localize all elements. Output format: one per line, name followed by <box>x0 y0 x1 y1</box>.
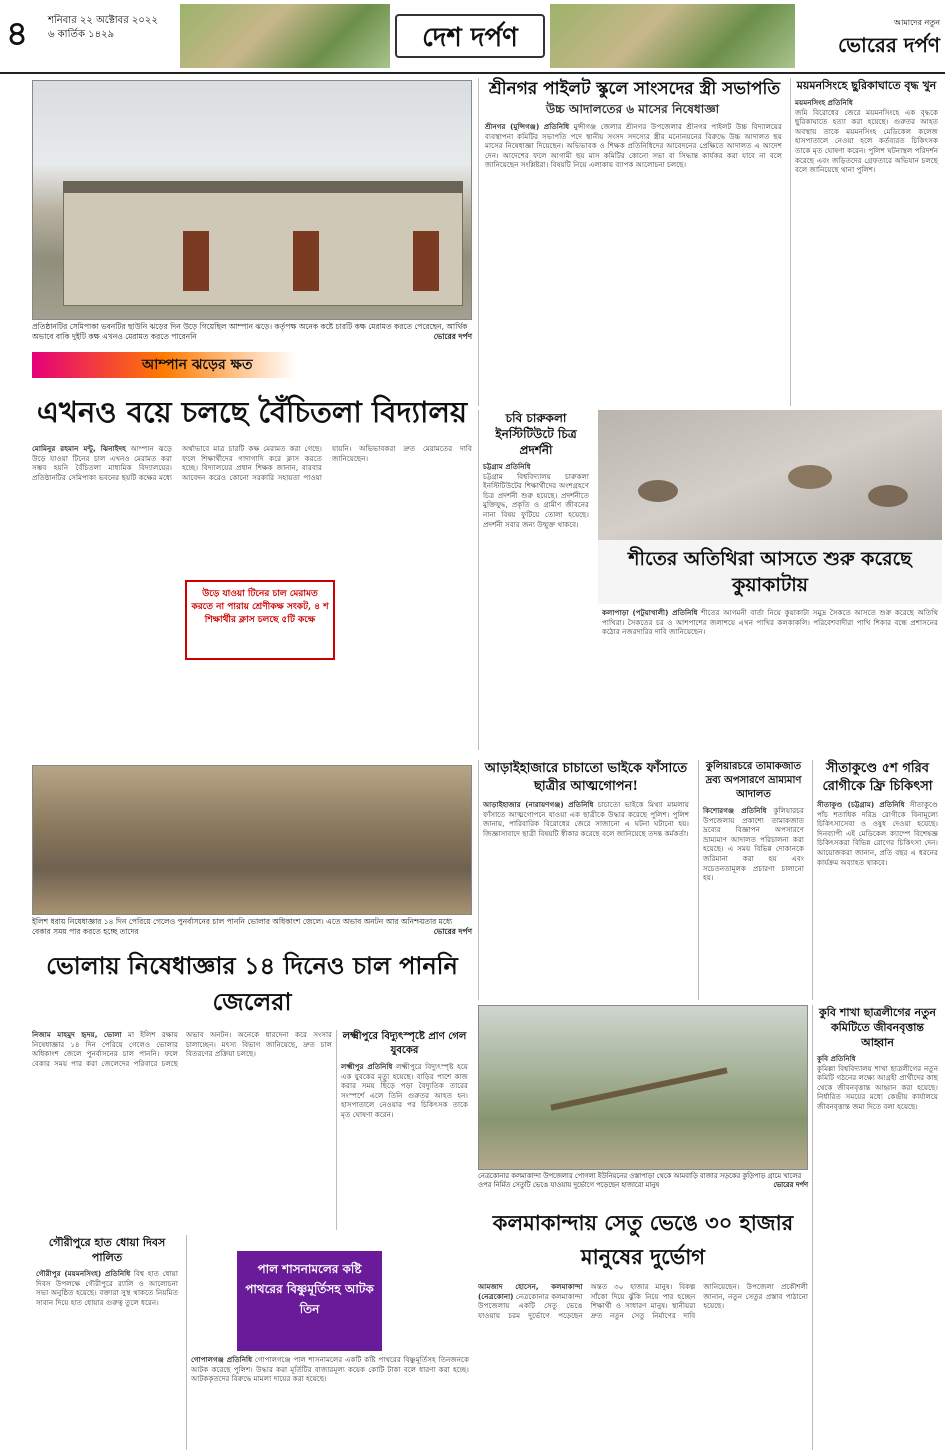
date-gregorian: শনিবার ২২ অক্টোবর ২০২২ <box>48 15 158 26</box>
bird-shape <box>788 465 832 489</box>
story-lakshmipur <box>336 1030 472 1230</box>
headline: সীতাকুণ্ডে ৫শ গরিব রোগীকে ফ্রি চিকিৎসা <box>822 761 933 794</box>
story-body: শ্রীনগর (মুন্সিগঞ্জ) প্রতিনিধি মুন্সীগঞ্জ জেলার শ্রীনগর উপজেলার শ্রীনগর পাইলট উচ্চ বিদ্যালয়ের ব্যবস্থাপনা কমিটির সভাপতি পদে স্থানীয় সংসদ সদস্যের স্ত্রীর মনোনয়নের বিরুদ্ধে উচ্চ আদালত ছয় মাসের নিষেধাজ্ঞা দিয়েছেন। অভিভাবক ও শিক্ষক প্রতিনিধিদের আবেদনের প্রেক্ষিতে আদালত এ আদেশ দেন। আদেশের ফলে আগামী ছয় মাস কমিটির কোনো সভা বা সিদ্ধান্ত কার্যকর করা যাবে না বলে জানিয়েছেন সংশ্লিষ্টরা। বিষয়টি নিয়ে এলাকায় ব্যাপক আলোচনা চলছে। <box>485 122 782 170</box>
fishermen-photo <box>32 765 472 915</box>
photo-caption: নেত্রকোনার কলমাকান্দা উপজেলার পোগলা ইউনিয়নের ওস্তাপাড়া থেকে আমবাড়ি বাজার সড়কের কুড়িপাড় গ্রামে খালের ওপর নির্মিত সেতুটি ভেঙে যাওয়ায় দুর্ভোগে পড়েছেন হাজারো মানুষ ভোরের দর্পণ <box>478 1172 808 1189</box>
kicker: আম্পান ঝড়ের ক্ষত <box>142 357 253 373</box>
story-sitakunda <box>812 760 942 1000</box>
kicker-bar <box>32 352 472 378</box>
photo-credit: ভোরের দর্পণ <box>433 927 472 936</box>
paper-logo <box>800 12 940 56</box>
byline: সীতাকুণ্ড (চট্টগ্রাম) প্রতিনিধি <box>817 800 905 809</box>
story-body: গৌরীপুর (ময়মনসিংহ) প্রতিনিধি বিশ্ব হাত ধোয়া দিবস উপলক্ষে গৌরীপুরে র‌্যালি ও আলোচনা সভা অনুষ্ঠিত হয়েছে। বক্তারা সুস্থ থাকতে নিয়মিত সাবান দিয়ে হাত ধোয়ার গুরুত্ব তুলে ধরেন। <box>36 1269 178 1307</box>
byline: কিশোরগঞ্জ প্রতিনিধি <box>703 806 767 815</box>
door-shape <box>183 231 209 291</box>
story-gopalganj <box>186 1235 472 1450</box>
story-body: কলাপাড়া (পটুয়াখালী) প্রতিনিধি শীতের আগমনী বার্তা নিয়ে কুয়াকাটা সমুদ্র সৈকতে আসতে শুরু করেছে অতিথি পাখিরা। সৈকতের চর ও আশপাশের জলাশয়ে এখন পাখির কলকাকলি। পরিবেশবাদীরা পাখি শিকার বন্ধে প্রশাসনের কঠোর নজরদারির দাবি জানিয়েছেন। <box>602 608 939 637</box>
story-body: কুবি প্রতিনিধি কুমিল্লা বিশ্ববিদ্যালয় শাখা ছাত্রলীগের নতুন কমিটি গঠনের লক্ষ্যে আগ্রহী প্রার্থীদের কাছ থেকে জীবনবৃত্তান্ত আহ্বান করা হয়েছে। নির্ধারিত সময়ের মধ্যে কেন্দ্রীয় কার্যালয়ে জীবনবৃত্তান্ত জমা দিতে বলা হয়েছে। <box>817 1054 938 1111</box>
byline: আমজাদ হোসেন, কলমাকান্দা (নেত্রকোনা) <box>478 1282 583 1301</box>
subhead: উচ্চ আদালতের ৬ মাসের নিষেধাজ্ঞা <box>545 102 720 116</box>
section-title: দেশ দর্পণ <box>395 14 545 58</box>
headline: ময়মনসিংহে ছুরিকাঘাতে বৃদ্ধ খুন <box>796 79 937 92</box>
pull-quote: উড়ে যাওয়া টিনের চাল মেরামত করতে না পারায় শ্রেণীকক্ষ সংকট, ৪ শ শিক্ষার্থীর ক্লাস চলছে ৫টি কক্ষে <box>185 580 335 660</box>
story-body: চট্টগ্রাম প্রতিনিধি চট্টগ্রাম বিশ্ববিদ্যালয় চারুকলা ইনস্টিটিউটের শিক্ষার্থীদের অংশগ্রহণে চিত্র প্রদর্শনী শুরু হয়েছে। প্রদর্শনীতে মুক্তিযুদ্ধ, প্রকৃতি ও গ্রামীণ জীবনের নানা বিষয় ফুটিয়ে তোলা হয়েছে। প্রদর্শনী সবার জন্য উন্মুক্ত থাকবে। <box>483 462 589 529</box>
photo-credit: ভোরের দর্পণ <box>773 1181 808 1189</box>
broken-bridge-photo <box>478 1005 808 1170</box>
byline: গোপালগঞ্জ প্রতিনিধি <box>191 1355 253 1364</box>
story-art-exhibition <box>478 410 593 750</box>
headline: শ্রীনগর পাইলট স্কুলে সাংসদের স্ত্রী সভাপতি <box>488 79 781 99</box>
headline-kalmakanda: কলমাকান্দায় সেতু ভেঙে ৩০ হাজার মানুষের দুর্ভোগ <box>492 1210 794 1269</box>
date-bengali: ৬ কার্তিক ১৪২৯ <box>48 29 115 40</box>
story-mymensingh <box>790 78 942 406</box>
headline: চবি চারুকলা ইনস্টিটিউটে চিত্র প্রদর্শনী <box>495 411 577 457</box>
story-body: সীতাকুণ্ড (চট্টগ্রাম) প্রতিনিধি সীতাকুণ্ডে পাঁচ শতাধিক দরিদ্র রোগীকে বিনামূল্যে চিকিৎসাসেবা ও ওষুধ দেওয়া হয়েছে। দিনব্যাপী এই মেডিকেল ক্যাম্পে বিশেষজ্ঞ চিকিৎসকরা বিভিন্ন রোগের চিকিৎসা দেন। আয়োজকরা জানান, প্রতি বছর এ ধরনের কার্যক্রম অব্যাহত থাকবে। <box>817 800 938 867</box>
school-building-photo <box>32 80 472 320</box>
photo-caption: ইলিশ ধরায় নিষেধাজ্ঞার ১৪ দিন পেরিয়ে গেলেও পুনর্বাসনের চাল পাননি ভোলার অধিকাংশ জেলে। এতে অভাব অনটন আর অনিশ্চয়তার মধ্যে বেকার সময় পার করতে হচ্ছে তাদের ভোরের দর্পণ <box>32 917 472 936</box>
story-body: গোপালগঞ্জ প্রতিনিধি গোপালগঞ্জে পাল শাসনামলের একটি কষ্টি পাথরের বিষ্ণুমূর্তিসহ তিনজনকে আটক করেছে পুলিশ। উদ্ধার করা মূর্তিটির বাজারমূল্য কয়েক কোটি টাকা বলে ধারণা করা হচ্ছে। আটককৃতদের বিরুদ্ধে মামলা দায়ের করা হয়েছে। <box>191 1355 469 1384</box>
masthead-photo-strip-left <box>180 4 390 68</box>
headline: পাল শাসনামলের কষ্টি পাথরের বিষ্ণুমূর্তিসহ আটক তিন <box>237 1251 382 1351</box>
story-body: লক্ষ্মীপুর প্রতিনিধি লক্ষ্মীপুরে বিদ্যুৎস্পৃষ্ট হয়ে এক যুবকের মৃত্যু হয়েছে। বাড়ির পাশে কাজ করার সময় ছিঁড়ে পড়া বৈদ্যুতিক তারের সংস্পর্শে এলে তিনি গুরুতর আহত হন। হাসপাতালে নেওয়ার পর চিকিৎসক তাকে মৃত ঘোষণা করেন। <box>341 1062 468 1119</box>
masthead-photo-strip-right <box>550 4 795 68</box>
story-srinagar <box>478 78 786 406</box>
roof-shape <box>63 181 463 193</box>
byline: মোমিনুর রহমান মন্টু, ঝিনাইদহ <box>32 444 126 453</box>
photo-caption: প্রতিষ্ঠানটির সেমিপাকা ভবনটির ছাউনি ঝড়ের দিন উড়ে গিয়েছিল আম্পান ঝড়ে। কর্তৃপক্ষ অনেক কষ্টে চারটি কক্ষ মেরামত করতে পেরেছেন, আর্থিক অভাবে বাকি দুইটি কক্ষ এখনও মেরামত করতে পারেননি ভোরের দর্পণ <box>32 322 472 341</box>
story-cyclone-body: মোমিনুর রহমান মন্টু, ঝিনাইদহ আম্পান ঝড়ে উড়ে যাওয়া টিনের চাল এখনও মেরামত করা সম্ভব হয়নি বৈঁচিতলা মাধ্যমিক বিদ্যালয়ের। প্রতিষ্ঠানটির সেমিপাকা ভবনের ছয়টি কক্ষের মধ্যে অর্থাভাবে মাত্র চারটি কক্ষ মেরামত করা গেছে। ফলে শিক্ষার্থীদের গাদাগাদি করে ক্লাস করতে হচ্ছে। বিদ্যালয়ের প্রধান শিক্ষক জানান, বারবার আবেদন করেও কোনো সরকারি সহায়তা পাওয়া যায়নি। অভিভাবকরা দ্রুত মেরামতের দাবি জানিয়েছেন। <box>32 444 472 482</box>
building-shape <box>63 191 463 306</box>
byline: লক্ষ্মীপুর প্রতিনিধি <box>341 1062 393 1071</box>
bird-shape <box>868 485 908 507</box>
masthead <box>0 0 945 74</box>
byline: ময়মনসিংহ প্রতিনিধি <box>795 98 853 107</box>
story-cou-league <box>812 1005 942 1450</box>
page-number: ৪ <box>6 8 40 48</box>
story-body: ময়মনসিংহ প্রতিনিধি জমি বিরোধের জেরে ময়মনসিংহে এক বৃদ্ধকে ছুরিকাঘাতে হত্যা করা হয়েছে। গুরুতর আহত অবস্থায় তাকে ময়মনসিংহ মেডিকেল কলেজ হাসপাতালে নেওয়া হলে কর্তব্যরত চিকিৎসক তাকে মৃত ঘোষণা করেন। পুলিশ ঘটনাস্থল পরিদর্শন করেছে এবং জড়িতদের গ্রেফতারে অভিযান চলছে বলে জানিয়েছে থানা পুলিশ। <box>795 98 938 175</box>
paper-tagline: আমাদের নতুন <box>893 18 940 27</box>
byline: নিজাম মাহমুদ হৃদয়, ভোলা <box>32 1030 122 1039</box>
headline: শীতের অতিথিরা আসতে শুরু করেছে কুয়াকাটায় <box>598 540 942 604</box>
door-shape <box>293 231 319 291</box>
headline: আড়াইহাজারে চাচাতো ভাইকে ফাঁসাতে ছাত্রীর আত্মগোপন! <box>484 761 688 794</box>
story-kuakata <box>598 540 942 750</box>
story-araihazar <box>478 760 693 1000</box>
story-gouripur <box>32 1235 182 1450</box>
headline-bhola: ভোলায় নিষেধাজ্ঞার ১৪ দিনেও চাল পাননি জেলেরা <box>46 951 458 1016</box>
bird-shape <box>638 480 678 502</box>
headline: এখনও বয়ে চলছে বৈঁচিতলা বিদ্যালয় <box>36 395 468 429</box>
issue-date <box>48 14 158 42</box>
migratory-birds-photo <box>598 410 942 540</box>
headline: গৌরীপুরে হাত ধোয়া দিবস পালিত <box>48 1236 166 1264</box>
headline: কুলিয়ারচরে তামাকজাত দ্রব্য অপসারণে ভ্রাম্যমাণ আদালত <box>705 761 802 800</box>
byline: চট্টগ্রাম প্রতিনিধি <box>483 462 531 471</box>
byline: কুবি প্রতিনিধি <box>817 1054 856 1063</box>
story-kalmakanda-body: আমজাদ হোসেন, কলমাকান্দা (নেত্রকোনা) নেত্রকোনার কলমাকান্দা উপজেলায় একটি সেতু ভেঙে যাওয়ায় চরম দুর্ভোগে পড়েছেন অন্তত ৩০ হাজার মানুষ। বিকল্প সাঁকো দিয়ে ঝুঁকি নিয়ে পার হচ্ছেন শিক্ষার্থী ও সাধারণ মানুষ। স্থানীয়রা দ্রুত নতুন সেতু নির্মাণের দাবি জানিয়েছেন। উপজেলা প্রকৌশলী জানান, নতুন সেতুর প্রস্তাব পাঠানো হয়েছে। <box>478 1282 808 1320</box>
story-body: কিশোরগঞ্জ প্রতিনিধি কুলিয়ারচর উপজেলায় প্রকাশ্যে তামাকজাত দ্রব্যের বিজ্ঞাপন অপসারণে ভ্রাম্যমাণ আদালত পরিচালনা করা হয়েছে। এ সময় বিভিন্ন দোকানকে জরিমানা করা হয় এবং সচেতনতামূলক প্রচারণা চালানো হয়। <box>703 806 804 883</box>
paper-name: ভোরের দর্পণ <box>838 33 940 57</box>
byline: আড়াইহাজার (নারায়ণগঞ্জ) প্রতিনিধি <box>483 800 594 809</box>
bamboo-bridge-shape <box>550 1067 727 1110</box>
door-shape <box>413 231 439 291</box>
story-body: আড়াইহাজার (নারায়ণগঞ্জ) প্রতিনিধি চাচাতো ভাইকে মিথ্যা মামলায় ফাঁসাতে আত্মগোপনে যাওয়া এক ছাত্রীকে উদ্ধার করেছে পুলিশ। পুলিশ জানায়, পারিবারিক বিরোধের জেরে সাজানো এ ঘটনা ঘটানো হয়। জিজ্ঞাসাবাদে ছাত্রী বিষয়টি স্বীকার করেছে বলে জানিয়েছে তদন্ত কর্মকর্তা। <box>483 800 689 838</box>
story-bhola-body: নিজাম মাহমুদ হৃদয়, ভোলা মা ইলিশ রক্ষায় নিষেধাজ্ঞার ১৪ দিন পেরিয়ে গেলেও ভোলার অধিকাংশ জেলে পুনর্বাসনের চাল পাননি। ফলে বেকার সময় পার করা জেলেদের পরিবারে চলছে অভাব অনটন। অনেকে ধারদেনা করে সংসার চালাচ্ছেন। মৎস্য বিভাগ জানিয়েছে, দ্রুত চাল বিতরণের প্রক্রিয়া চলছে। <box>32 1030 332 1068</box>
headline: কুবি শাখা ছাত্রলীগের নতুন কমিটিতে জীবনবৃত্তান্ত আহ্বান <box>819 1006 936 1049</box>
photo-credit: ভোরের দর্পণ <box>433 332 472 341</box>
byline: শ্রীনগর (মুন্সিগঞ্জ) প্রতিনিধি <box>485 122 570 131</box>
byline: গৌরীপুর (ময়মনসিংহ) প্রতিনিধি <box>36 1269 131 1278</box>
story-kuliarchar <box>698 760 808 1000</box>
headline: লক্ষ্মীপুরে বিদ্যুৎস্পৃষ্টে প্রাণ গেল যুবকের <box>342 1031 467 1056</box>
byline: কলাপাড়া (পটুয়াখালী) প্রতিনিধি <box>602 608 698 617</box>
